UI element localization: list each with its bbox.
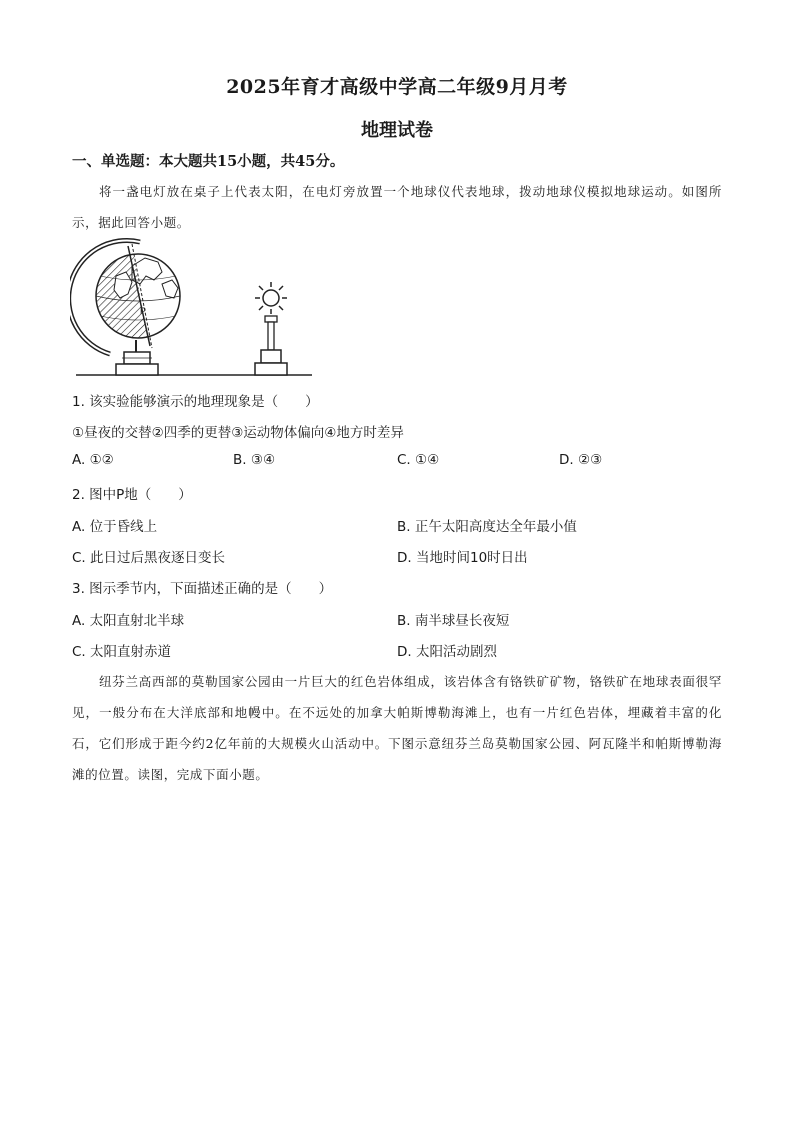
question-3-option-b[interactable]: B. 南半球昼长夜短: [397, 613, 510, 629]
section-heading: 一、单选题：本大题共15小题，共45分。: [72, 153, 345, 170]
question-3-stem: 3. 图示季节内，下面描述正确的是（ ）: [72, 581, 333, 597]
exam-title: 2025年育才高级中学高二年级9月月考: [226, 76, 568, 98]
question-2-option-d[interactable]: D. 当地时间10时日出: [397, 550, 528, 566]
question-2-option-b[interactable]: B. 正午太阳高度达全年最小值: [397, 519, 577, 535]
exam-subject: 地理试卷: [361, 120, 433, 141]
question-1-option-b[interactable]: B. ③④: [233, 452, 276, 468]
question-1-option-d[interactable]: D. ②③: [559, 452, 603, 468]
question-3-option-c[interactable]: C. 太阳直射赤道: [72, 644, 172, 660]
question-1-option-c[interactable]: C. ①④: [397, 452, 440, 468]
question-3-option-d[interactable]: D. 太阳活动剧烈: [397, 644, 497, 660]
point-p-label: P: [140, 306, 147, 316]
passage-1: 将一盏电灯放在桌子上代表太阳，在电灯旁放置一个地球仪代表地球，拨动地球仪模拟地球运动。如图所示，据此回答小题。: [72, 184, 722, 230]
lamp-sun: [255, 282, 287, 314]
passage-2: 纽芬兰高西部的莫勒国家公园由一片巨大的红色岩体组成，该岩体含有铬铁矿矿物，铬铁矿在地球表面很罕见，一般分布在大洋底部和地幔中。在不远处的加拿大帕斯博勒海滩上，也有一片红色岩体，埋藏着丰富的化石，它们形成于距今约2亿年前的大规模火山活动中。下图示意纽芬兰岛莫勒国家公园、阿瓦隆半和帕斯博勒海滩的位置。读图，完成下面小题。: [72, 674, 722, 782]
question-1-option-a[interactable]: A. ①②: [72, 452, 114, 468]
question-3-option-a[interactable]: A. 太阳直射北半球: [72, 613, 185, 629]
question-2-stem: 2. 图中P地（ ）: [72, 487, 192, 503]
question-1-stem: 1. 该实验能够演示的地理现象是（ ）: [72, 394, 319, 410]
question-2-option-a[interactable]: A. 位于昏线上: [72, 519, 158, 535]
question-2-option-c[interactable]: C. 此日过后黑夜逐日变长: [72, 550, 226, 566]
question-1-statements: ①昼夜的交替②四季的更替③运动物体偏向④地方时差异: [72, 425, 404, 441]
globe-lamp-figure: [70, 236, 320, 380]
